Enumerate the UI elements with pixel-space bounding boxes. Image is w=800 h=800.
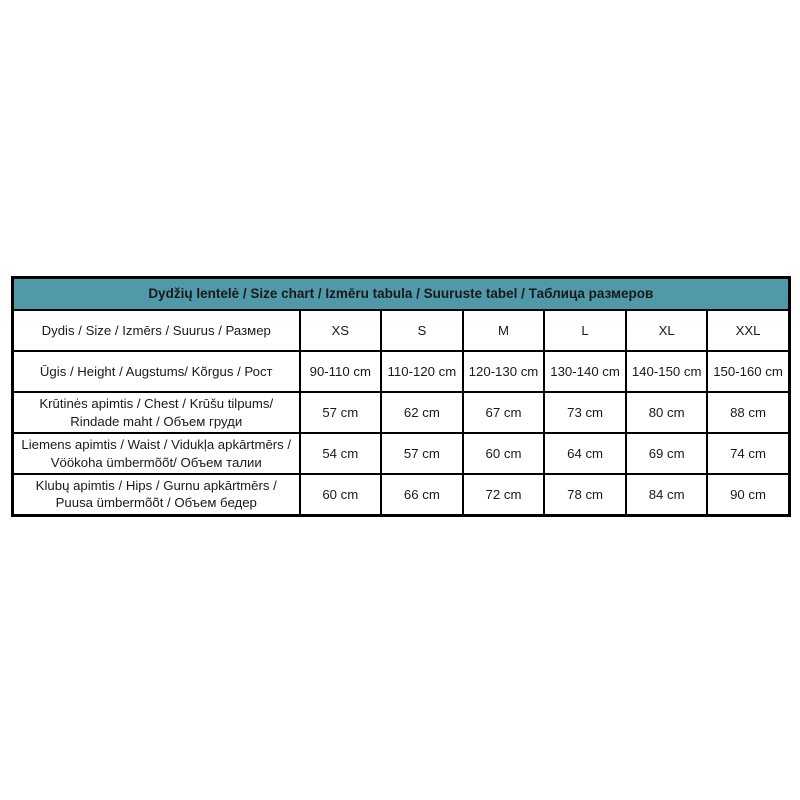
- hips-cell-xxl: 90 cm: [707, 474, 789, 515]
- waist-cell-m: 60 cm: [463, 433, 545, 474]
- size-cell-xs: XS: [300, 310, 382, 351]
- chest-cell-xs: 57 cm: [300, 392, 382, 433]
- height-cell-xl: 140-150 cm: [626, 351, 708, 392]
- height-cell-l: 130-140 cm: [544, 351, 626, 392]
- row-label-waist: Liemens apimtis / Waist / Vidukļa apkārtmērs / Vöökoha ümbermõõt/ Объем талии: [13, 433, 300, 474]
- hips-cell-xs: 60 cm: [300, 474, 382, 515]
- height-cell-xs: 90-110 cm: [300, 351, 382, 392]
- size-cell-l: L: [544, 310, 626, 351]
- table-row-size: [13, 310, 790, 351]
- waist-cell-xl: 69 cm: [626, 433, 708, 474]
- size-cell-s: S: [381, 310, 463, 351]
- size-chart-table: [11, 276, 791, 517]
- waist-cell-xs: 54 cm: [300, 433, 382, 474]
- hips-cell-xl: 84 cm: [626, 474, 708, 515]
- row-label-chest: Krūtinės apimtis / Chest / Krūšu tilpums/ Rindade maht / Объем груди: [13, 392, 300, 433]
- chest-cell-l: 73 cm: [544, 392, 626, 433]
- size-cell-xxl: XXL: [707, 310, 789, 351]
- row-label-hips: Klubų apimtis / Hips / Gurnu apkārtmērs / Puusa ümbermõõt / Объем бедер: [13, 474, 300, 515]
- height-cell-xxl: 150-160 cm: [707, 351, 789, 392]
- row-label-height: Ūgis / Height / Augstums/ Kõrgus / Рост: [13, 351, 300, 392]
- size-cell-m: M: [463, 310, 545, 351]
- table-row-chest: [13, 392, 790, 433]
- chest-cell-m: 67 cm: [463, 392, 545, 433]
- waist-cell-xxl: 74 cm: [707, 433, 789, 474]
- hips-cell-s: 66 cm: [381, 474, 463, 515]
- table-row-height: [13, 351, 790, 392]
- chest-cell-xl: 80 cm: [626, 392, 708, 433]
- hips-cell-m: 72 cm: [463, 474, 545, 515]
- height-cell-s: 110-120 cm: [381, 351, 463, 392]
- row-label-size: Dydis / Size / Izmērs / Suurus / Размер: [13, 310, 300, 351]
- waist-cell-s: 57 cm: [381, 433, 463, 474]
- table-row-hips: [13, 474, 790, 515]
- table-title: Dydžių lentelė / Size chart / Izmēru tabula / Suuruste tabel / Таблица размеров: [13, 278, 790, 311]
- hips-cell-l: 78 cm: [544, 474, 626, 515]
- chest-cell-xxl: 88 cm: [707, 392, 789, 433]
- table-row-waist: [13, 433, 790, 474]
- chest-cell-s: 62 cm: [381, 392, 463, 433]
- waist-cell-l: 64 cm: [544, 433, 626, 474]
- height-cell-m: 120-130 cm: [463, 351, 545, 392]
- title-row: [13, 278, 790, 311]
- size-cell-xl: XL: [626, 310, 708, 351]
